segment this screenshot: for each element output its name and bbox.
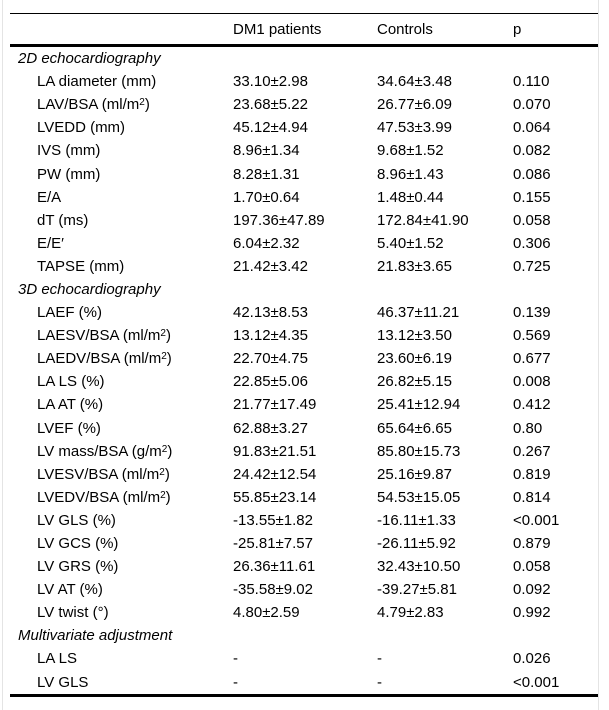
controls-value: 25.41±12.94 (377, 396, 461, 414)
controls-value: - (377, 650, 382, 668)
section-row-multivariate-adjustment (10, 624, 598, 647)
table-row (10, 370, 598, 393)
p-value: 0.267 (513, 442, 551, 460)
row-label: PW (mm) (37, 165, 101, 183)
table-row (10, 463, 598, 486)
dm1-value: 91.83±21.51 (233, 442, 317, 460)
row-label: LA AT (%) (37, 396, 104, 414)
row-label: LV GLS (37, 673, 89, 691)
dm1-value: 55.85±23.14 (233, 488, 317, 506)
table-row (10, 578, 598, 601)
controls-value: - (377, 673, 382, 691)
p-value: 0.058 (513, 558, 551, 576)
row-label: TAPSE (mm) (37, 257, 125, 275)
controls-value: 25.16±9.87 (377, 465, 452, 483)
p-value: 0.082 (513, 142, 551, 160)
controls-value: 9.68±1.52 (377, 142, 444, 160)
section-row-3d-echocardiography (10, 278, 598, 301)
row-label: LV AT (%) (37, 581, 103, 599)
dm1-value: -25.81±7.57 (233, 535, 313, 553)
table-row (10, 232, 598, 255)
controls-value: 34.64±3.48 (377, 73, 452, 91)
controls-value: -16.11±1.33 (377, 511, 456, 529)
dm1-value: 8.96±1.34 (233, 142, 300, 160)
dm1-value: 26.36±11.61 (233, 558, 316, 576)
p-value: <0.001 (513, 673, 560, 691)
row-label: LV GRS (%) (37, 558, 119, 576)
p-value: 0.569 (513, 327, 551, 345)
table-row (10, 647, 598, 670)
table-row (10, 417, 598, 440)
column-header-p: p (513, 20, 522, 38)
p-value: 0.139 (513, 304, 551, 322)
row-label: LVEDV/BSA $(ml/m^2)$ (37, 488, 171, 506)
table-row (10, 162, 598, 185)
row-label: E/A (37, 188, 62, 206)
dm1-value: 21.42±3.42 (233, 257, 308, 275)
dm1-value: -35.58±9.02 (233, 581, 313, 599)
table-row (10, 486, 598, 509)
dm1-value: 22.70±4.75 (233, 350, 308, 368)
column-header-controls: Controls (377, 20, 433, 38)
p-value: 0.092 (513, 581, 551, 599)
controls-value: 172.84±41.90 (377, 211, 469, 229)
dm1-value: - (233, 650, 238, 668)
p-value: 0.814 (513, 488, 551, 506)
dm1-value: 6.04±2.32 (233, 234, 300, 252)
row-label: LV mass/BSA $(g/m^2)$ (37, 442, 173, 460)
dm1-value: 8.28±1.31 (233, 165, 300, 183)
controls-value: 85.80±15.73 (377, 442, 461, 460)
dm1-value: 197.36±47.89 (233, 211, 325, 229)
controls-value: 5.40±1.52 (377, 234, 444, 252)
row-label: LAEF (%) (37, 304, 103, 322)
row-label: LVEF (%) (37, 419, 101, 437)
table-row (10, 555, 598, 578)
table-header-row (10, 14, 598, 47)
dm1-value: 42.13±8.53 (233, 304, 308, 322)
dm1-value: 23.68±5.22 (233, 96, 308, 114)
p-value: 0.086 (513, 165, 551, 183)
table-row (10, 393, 598, 416)
dm1-value: 62.88±3.27 (233, 419, 308, 437)
dm1-value: 13.12±4.35 (233, 327, 308, 345)
controls-value: 4.79±2.83 (377, 604, 444, 622)
row-label: LVESV/BSA $(ml/m^2)$ (37, 465, 170, 483)
table-row (10, 255, 598, 278)
p-value: 0.110 (513, 73, 550, 91)
controls-value: 13.12±3.50 (377, 327, 452, 345)
p-value: 0.725 (513, 257, 551, 275)
p-value: 0.992 (513, 604, 551, 622)
echocardiography-table (10, 13, 598, 697)
row-label: LAV/BSA $(ml/m^2)$ (37, 96, 150, 114)
controls-value: 47.53±3.99 (377, 119, 452, 137)
dm1-value: - (233, 673, 238, 691)
row-label: LV GLS (%) (37, 511, 116, 529)
table-row (10, 186, 598, 209)
table-row (10, 532, 598, 555)
p-value: 0.412 (513, 396, 551, 414)
table-row (10, 209, 598, 232)
table-row (10, 139, 598, 162)
section-label: 2D echocardiography (18, 50, 161, 68)
controls-value: 26.77±6.09 (377, 96, 452, 114)
p-value: 0.155 (513, 188, 551, 206)
row-label: LV GCS (%) (37, 535, 119, 553)
p-value: 0.070 (513, 96, 551, 114)
controls-value: -39.27±5.81 (377, 581, 457, 599)
table-row (10, 347, 598, 370)
controls-value: -26.11±5.92 (377, 535, 456, 553)
controls-value: 46.37±11.21 (377, 304, 460, 322)
section-label: Multivariate adjustment (18, 627, 173, 645)
section-label: 3D echocardiography (18, 280, 161, 298)
row-label: IVS (mm) (37, 142, 101, 160)
controls-value: 54.53±15.05 (377, 488, 461, 506)
section-row-2d-echocardiography (10, 47, 598, 70)
p-value: 0.879 (513, 535, 551, 553)
controls-value: 65.64±6.65 (377, 419, 452, 437)
row-label: LA LS (37, 650, 78, 668)
row-label: LAESV/BSA $(ml/m^2)$ (37, 327, 171, 345)
table-row (10, 324, 598, 347)
p-value: 0.80 (513, 419, 543, 437)
table-row (10, 440, 598, 463)
dm1-value: 45.12±4.94 (233, 119, 308, 137)
p-value: 0.008 (513, 373, 551, 391)
controls-value: 1.48±0.44 (377, 188, 444, 206)
p-value: 0.677 (513, 350, 551, 368)
dm1-value: 24.42±12.54 (233, 465, 317, 483)
row-label: LA diameter (mm) (37, 73, 157, 91)
controls-value: 32.43±10.50 (377, 558, 461, 576)
p-value: 0.026 (513, 650, 551, 668)
dm1-value: 33.10±2.98 (233, 73, 308, 91)
dm1-value: 4.80±2.59 (233, 604, 300, 622)
table-row (10, 671, 598, 694)
dm1-value: -13.55±1.82 (233, 511, 313, 529)
row-label: dT (ms) (37, 211, 89, 229)
p-value: 0.058 (513, 211, 551, 229)
controls-value: 23.60±6.19 (377, 350, 452, 368)
row-label: LAEDV/BSA $(ml/m^2)$ (37, 350, 172, 368)
controls-value: 8.96±1.43 (377, 165, 444, 183)
column-header-dm1-patients: DM1 patients (233, 20, 322, 38)
dm1-value: 21.77±17.49 (233, 396, 317, 414)
row-label: LVEDD (mm) (37, 119, 126, 137)
p-value: <0.001 (513, 511, 560, 529)
table-row (10, 301, 598, 324)
row-label: LA LS (%) (37, 373, 105, 391)
dm1-value: 1.70±0.64 (233, 188, 300, 206)
p-value: 0.306 (513, 234, 551, 252)
row-label: E/E′ (37, 234, 64, 252)
p-value: 0.819 (513, 465, 551, 483)
table-row (10, 116, 598, 139)
table-row (10, 509, 598, 532)
table-row (10, 93, 598, 116)
table-row (10, 601, 598, 624)
row-label: LV twist (°) (37, 604, 109, 622)
p-value: 0.064 (513, 119, 551, 137)
table-row (10, 70, 598, 93)
controls-value: 26.82±5.15 (377, 373, 452, 391)
dm1-value: 22.85±5.06 (233, 373, 308, 391)
controls-value: 21.83±3.65 (377, 257, 452, 275)
